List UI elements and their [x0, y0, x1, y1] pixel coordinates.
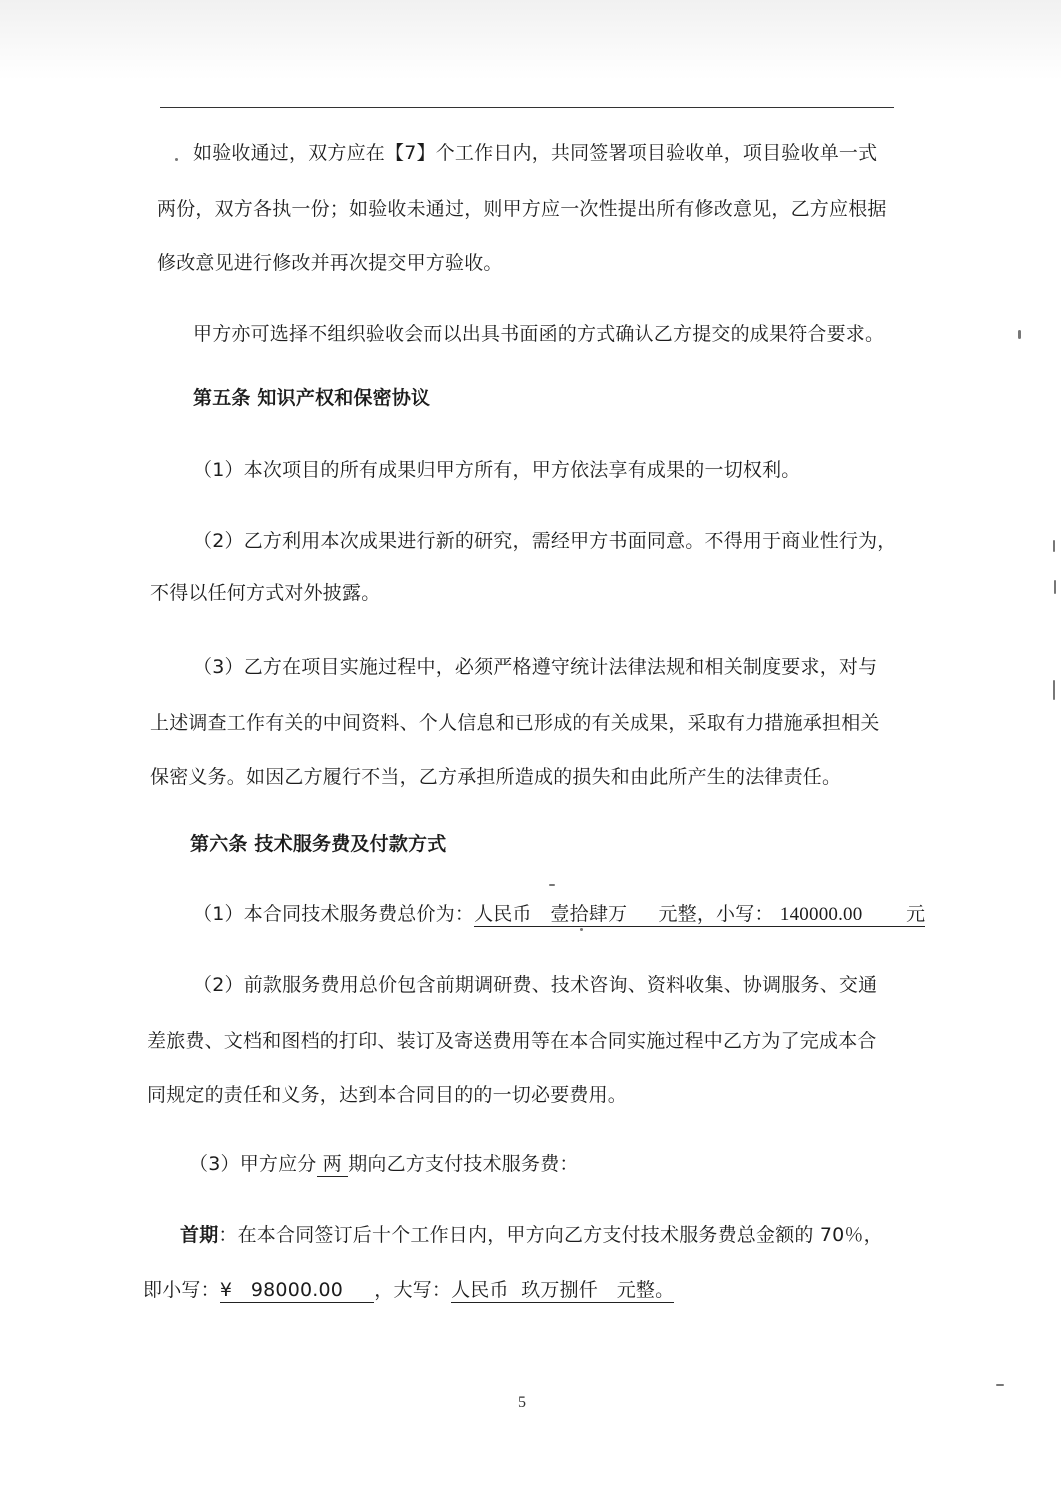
scan-shadow: [0, 0, 1061, 80]
paragraph-line: 上述调查工作有关的中间资料、个人信息和已形成的有关成果，采取有力措施承担相关: [150, 712, 880, 734]
scan-speck: [1018, 330, 1021, 339]
fee-unit: 元: [906, 903, 926, 925]
paragraph-line: （1）本次项目的所有成果归甲方所有，甲方依法享有成果的一切权利。: [193, 459, 801, 481]
fee-total-amount-field: [474, 903, 925, 927]
scan-speck: [175, 158, 178, 161]
paragraph-line: （2）乙方利用本次成果进行新的研究，需经甲方书面同意。不得用于商业性行为，: [193, 530, 897, 552]
first-payment-words-label: ，大写：: [374, 1279, 452, 1301]
section-heading-5: 第五条 知识产权和保密协议: [193, 387, 431, 409]
section-heading-6: 第六条 技术服务费及付款方式: [190, 833, 447, 855]
fee-amount-number: 140000.00: [779, 904, 863, 925]
paragraph-line: 修改意见进行修改并再次提交甲方验收。: [157, 252, 503, 274]
payment-periods-line: [189, 1152, 579, 1176]
fee-currency: 人民币: [474, 903, 532, 925]
fee-total-line: [193, 902, 925, 927]
first-payment-currency: 人民币: [451, 1279, 509, 1301]
first-payment-amount-line: [143, 1278, 674, 1302]
paragraph-line: 两份，双方各执一份；如验收未通过，则甲方应一次性提出所有修改意见，乙方应根据: [157, 198, 887, 220]
paragraph-line: 差旅费、文档和图档的打印、装订及寄送费用等在本合同实施过程中乙方为了完成本合: [147, 1030, 877, 1052]
first-payment-number-field: [220, 1279, 374, 1303]
scan-speck: [549, 884, 555, 886]
first-payment-small-label: 即小写：: [143, 1279, 220, 1301]
first-payment-line: [180, 1223, 883, 1247]
fee-amount-words: 壹拾肆万: [550, 903, 628, 925]
header-rule: [160, 107, 894, 108]
payment-periods-field: [317, 1153, 349, 1177]
paragraph-line: 如验收通过，双方应在【7】个工作日内，共同签署项目验收单，项目验收单一式: [193, 142, 878, 164]
first-payment-words-field: [451, 1279, 674, 1303]
page-number: 5: [518, 1394, 526, 1411]
scan-speck: [580, 928, 583, 931]
paragraph-line: 不得以任何方式对外披露。: [150, 582, 381, 604]
paragraph-line: 甲方亦可选择不组织验收会而以出具书面函的方式确认乙方提交的成果符合要求。: [193, 323, 885, 345]
first-payment-text: ：在本合同签订后十个工作日内，甲方向乙方支付技术服务费总金额的 70％，: [218, 1224, 883, 1246]
fee-total-prefix: （1）本合同技术服务费总价为：: [193, 903, 475, 925]
scan-speck: [1054, 580, 1056, 594]
first-payment-words: 玖万捌仟: [521, 1279, 599, 1301]
scan-speck: [1053, 680, 1055, 700]
fee-words-unit: 元整，小写：: [658, 903, 774, 925]
paragraph-line: （2）前款服务费用总价包含前期调研费、技术咨询、资料收集、协调服务、交通: [193, 974, 878, 996]
yen-sign: ¥: [219, 1279, 233, 1301]
first-payment-label: 首期: [180, 1224, 219, 1246]
payment-periods-prefix: （3）甲方应分: [189, 1153, 317, 1175]
first-payment-unit: 元整。: [616, 1279, 675, 1301]
paragraph-line: 保密义务。如因乙方履行不当，乙方承担所造成的损失和由此所产生的法律责任。: [150, 766, 842, 788]
paragraph-line: 同规定的责任和义务，达到本合同目的的一切必要费用。: [147, 1084, 628, 1106]
payment-periods-value: 两: [322, 1153, 342, 1175]
payment-periods-suffix: 期向乙方支付技术服务费：: [348, 1153, 579, 1175]
first-payment-number: 98000.00: [250, 1279, 344, 1301]
paragraph-line: （3）乙方在项目实施过程中，必须严格遵守统计法律法规和相关制度要求，对与: [193, 656, 878, 678]
scan-speck: [1053, 540, 1055, 552]
scan-speck: [996, 1384, 1004, 1386]
